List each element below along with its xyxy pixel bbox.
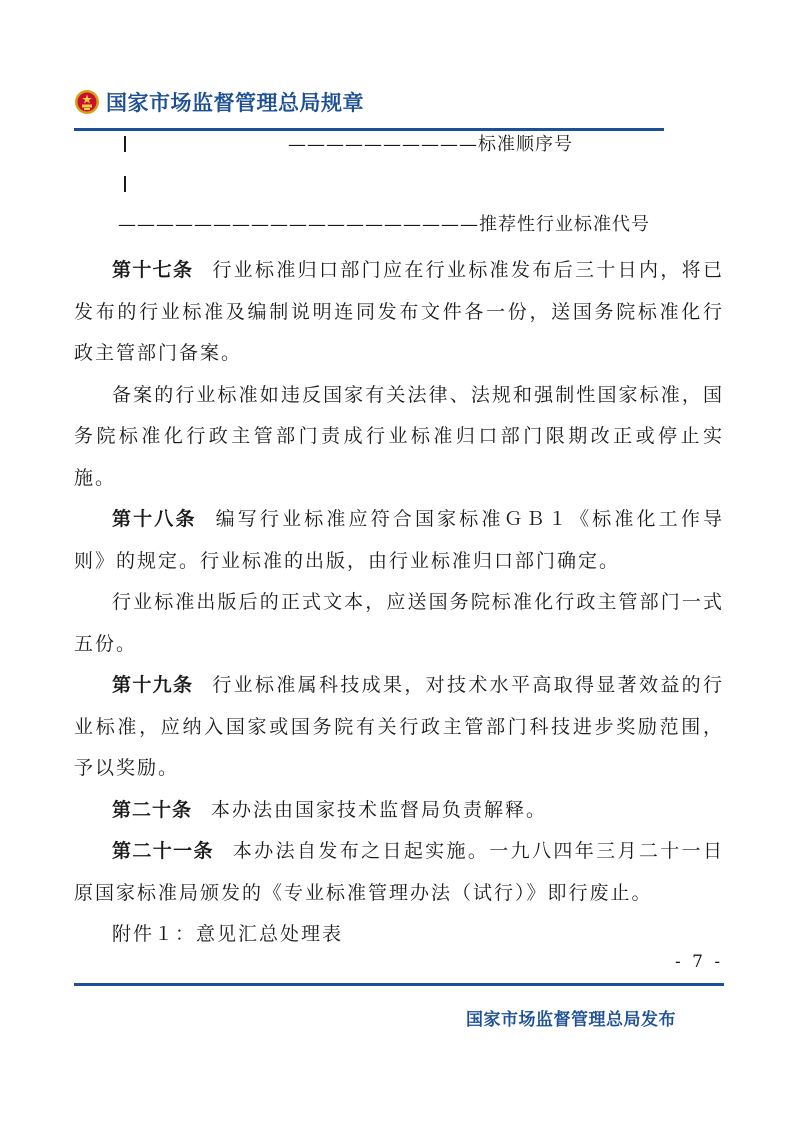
article-19 — [74, 665, 724, 790]
article-number: 第十七条 — [112, 259, 194, 281]
national-emblem-icon — [74, 89, 100, 115]
article-number: 第十九条 — [112, 674, 194, 696]
article-18 — [74, 499, 724, 582]
article-17 — [74, 250, 724, 375]
article-21 — [74, 831, 724, 914]
header-title: 国家市场监督管理总局规章 — [106, 91, 364, 115]
attachment-note — [74, 914, 724, 956]
article-20 — [74, 790, 724, 832]
article-17-paragraph-2 — [74, 375, 724, 500]
article-text: 本办法由国家技术监督局负责解释。 — [211, 798, 548, 821]
article-text: 编写行业标准应符合国家标准ＧＢ１《标准化工作导则》的规定。行业标准的出版，由行业标准归口部门确定。 — [74, 508, 724, 572]
paragraph-text: 备案的行业标准如违反国家有关法律、法规和强制性国家标准，国务院标准化行政主管部门责成行业标准归口部门限期改正或停止实施。 — [74, 383, 724, 489]
diagram-dashes-2: ——————————————————— — [118, 214, 479, 235]
diagram-line-code — [118, 210, 650, 236]
diagram-bracket-1 — [124, 136, 126, 152]
document-body — [74, 250, 724, 956]
article-18-paragraph-2 — [74, 582, 724, 665]
article-text: 行业标准归口部门应在行业标准发布后三十日内，将已发布的行业标准及编制说明连同发布文件各一份，送国务院标准化行政主管部门备案。 — [74, 259, 724, 364]
article-text: 本办法自发布之日起实施。一九八四年三月二十一日原国家标准局颁发的《专业标准管理办法（试行）》即行废止。 — [74, 840, 724, 904]
article-text: 行业标准属科技成果，对技术水平高取得显著效益的行业标准，应纳入国家或国务院有关行政主管部门科技进步奖励范围，予以奖励。 — [74, 674, 724, 779]
diagram-dashes-1: —————————— — [288, 134, 478, 155]
footer-divider — [74, 983, 724, 986]
footer-publisher: 国家市场监督管理总局发布 — [466, 1010, 676, 1030]
paragraph-text: 行业标准出版后的正式文本，应送国务院标准化行政主管部门一式五份。 — [74, 591, 724, 655]
attachment-text: 附件１：意见汇总处理表 — [112, 923, 344, 945]
diagram-line-sequence — [288, 130, 573, 156]
article-number: 第十八条 — [112, 508, 197, 530]
page-number: - 7 - — [675, 952, 724, 972]
diagram-label-sequence: 标准顺序号 — [478, 134, 573, 155]
diagram-label-code: 推荐性行业标准代号 — [479, 214, 650, 235]
article-number: 第二十一条 — [112, 840, 214, 862]
diagram-bracket-2 — [124, 176, 126, 192]
document-header — [74, 84, 364, 120]
standard-code-diagram — [74, 130, 724, 240]
article-number: 第二十条 — [112, 798, 193, 821]
